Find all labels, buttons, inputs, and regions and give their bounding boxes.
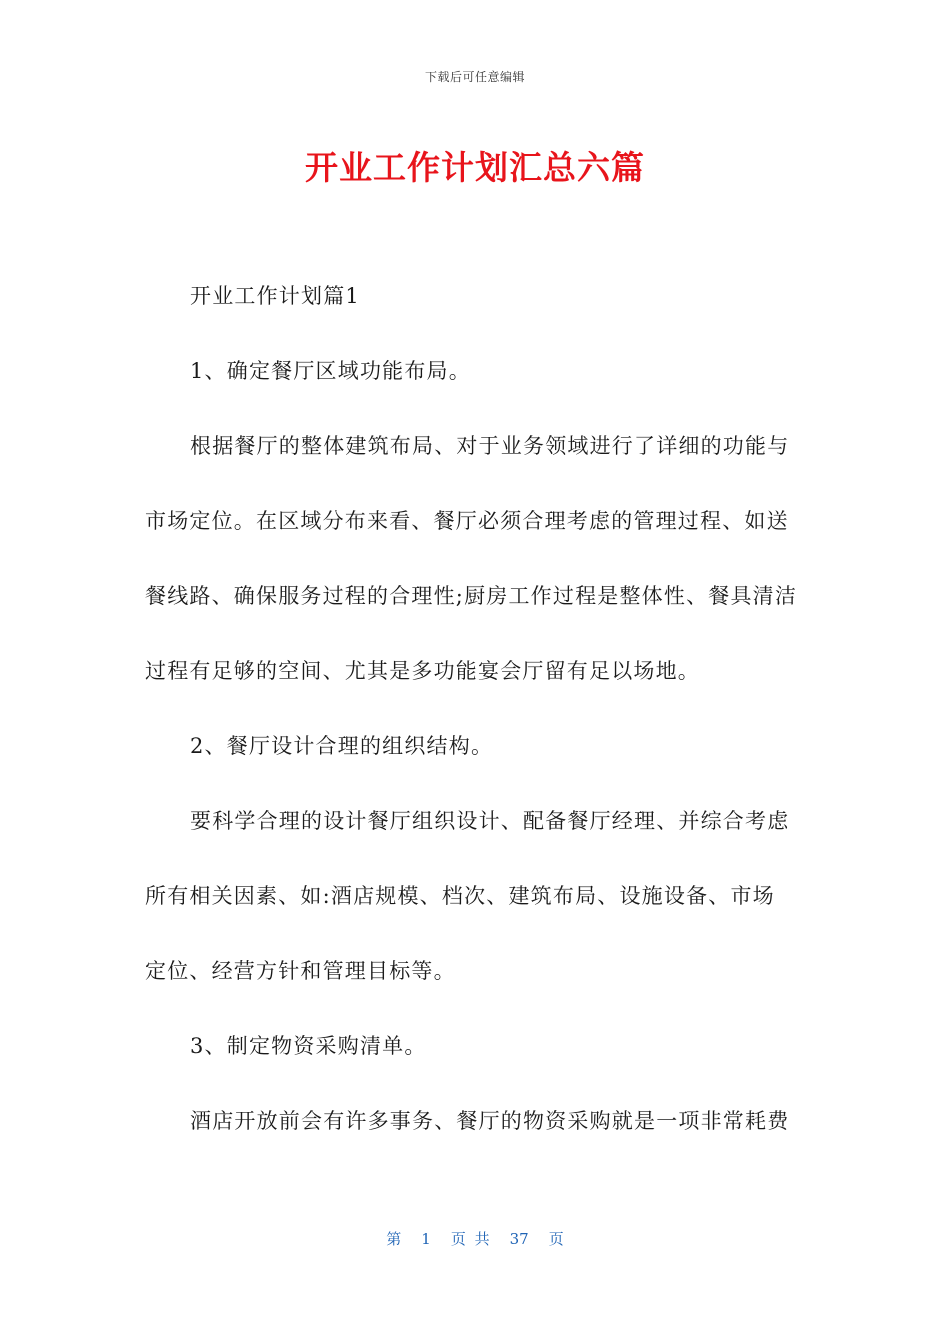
paragraph-line: 要科学合理的设计餐厅组织设计、配备餐厅经理、并综合考虑	[190, 809, 790, 833]
page-header-note: 下载后可任意编辑	[424, 70, 525, 84]
section-heading: 开业工作计划篇1	[190, 284, 360, 308]
paragraph-line: 酒店开放前会有许多事务、餐厅的物资采购就是一项非常耗费	[190, 1109, 790, 1133]
list-item-heading: 2、餐厅设计合理的组织结构。	[190, 734, 494, 758]
paragraph-line: 所有相关因素、如:酒店规模、档次、建筑布局、设施设备、市场	[145, 884, 775, 908]
document-title: 开业工作计划汇总六篇	[305, 148, 645, 187]
paragraph-line: 市场定位。在区域分布来看、餐厅必须合理考虑的管理过程、如送	[145, 509, 789, 533]
paragraph-line: 定位、经营方针和管理目标等。	[145, 959, 456, 983]
footer-prefix: 第	[386, 1230, 402, 1248]
paragraph-line: 餐线路、确保服务过程的合理性;厨房工作过程是整体性、餐具清洁	[145, 584, 798, 608]
list-item-heading: 3、制定物资采购清单。	[190, 1034, 427, 1058]
paragraph-line: 过程有足够的空间、尤其是多功能宴会厅留有足以场地。	[145, 659, 700, 683]
page-footer	[0, 1228, 950, 1249]
footer-suffix: 页	[548, 1230, 564, 1248]
document-body	[145, 278, 805, 1178]
list-item-heading: 1、确定餐厅区域功能布局。	[190, 359, 471, 383]
footer-mid: 页 共	[450, 1230, 490, 1248]
paragraph-line: 根据餐厅的整体建筑布局、对于业务领域进行了详细的功能与	[190, 434, 790, 458]
current-page-number: 1	[421, 1230, 431, 1248]
total-pages-number: 37	[509, 1230, 529, 1248]
